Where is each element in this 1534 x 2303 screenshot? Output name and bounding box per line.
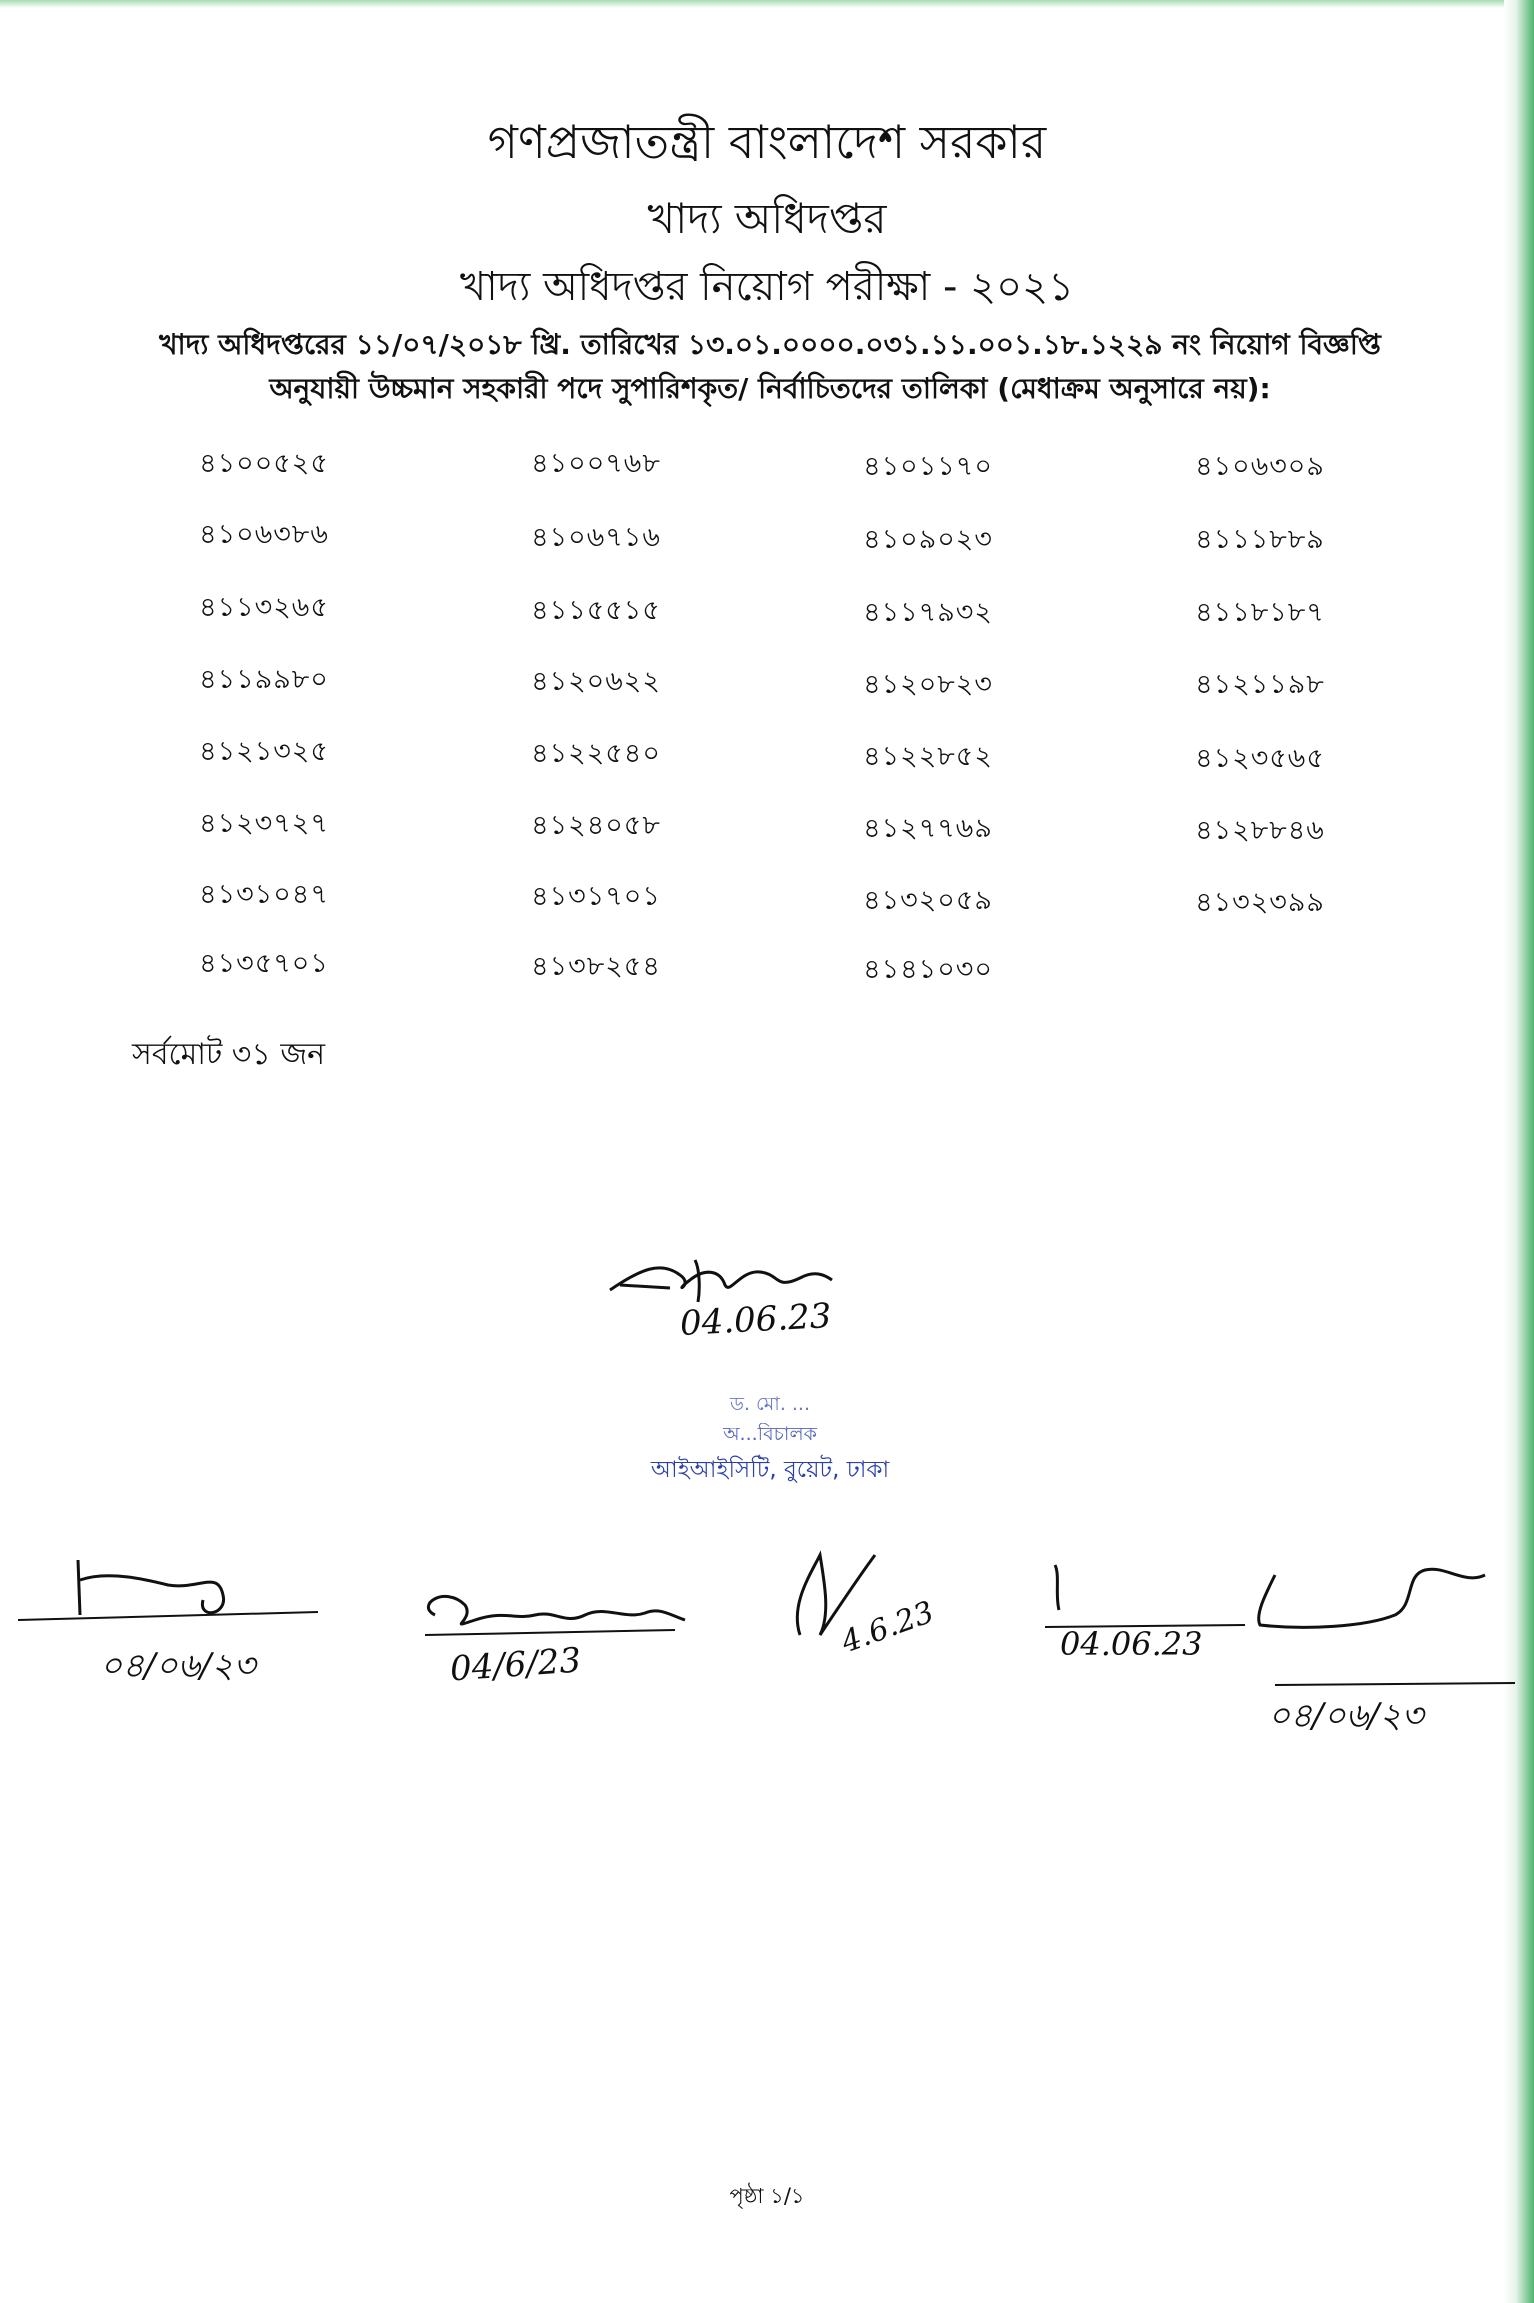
roll-number: ৪১১৭৯৩২ [863,597,993,628]
stamp-name: ড. মো. ... [729,1393,811,1415]
roll-number: ৪১২২৮৫২ [863,741,993,772]
roll-number: ৪১২৩৫৬৫ [1195,743,1325,774]
roll-number: ৪১২২৫৪০ [531,738,661,769]
roll-number: ৪১৩১৭০১ [531,881,661,912]
roll-number: ৪১১৯৯৮০ [199,664,329,695]
roll-number: ৪১০৬৭১৬ [531,522,661,553]
scan-edge-top [0,0,1534,8]
stamp-institute: আইআইসিটি, বুয়েট, ঢাকা [650,1457,890,1483]
roll-number: ৪১০১১৭০ [863,451,993,482]
committee-date-4: 04.06.23 [1060,1625,1203,1663]
committee-date-2: 04/6/23 [448,1640,583,1690]
roll-number: ৪১০৬৩০৯ [1195,451,1325,482]
department-title: খাদ্য অধিদপ্তর [647,194,887,243]
total-count: সর্বমোট ৩১ জন [132,1037,326,1072]
roll-number: ৪১২০৮২৩ [863,669,993,700]
committee-date-5: ০৪/০৬/২৩ [1268,1696,1424,1736]
committee-date-1: ০৪/০৬/২৩ [100,1646,256,1686]
roll-number: ৪১১৩২৬৫ [199,592,329,623]
roll-number: ৪১২১৩২৫ [199,736,329,767]
roll-number: ৪১২৩৭২৭ [199,808,329,839]
roll-number: ৪১২১১৯৮ [1195,669,1325,700]
approver-date: 04.06.23 [679,1296,833,1344]
roll-number: ৪১০৯০২৩ [863,524,993,555]
roll-number: ৪১২৭৭৬৯ [863,813,993,844]
roll-number: ৪১০৬৩৮৬ [199,519,329,550]
roll-number: ৪১৩৫৭০১ [199,948,329,979]
roll-number: ৪১২৮৮৪৬ [1195,815,1325,846]
roll-number: ৪১১৮১৮৭ [1195,597,1325,628]
notice-line-2: অনুযায়ী উচ্চমান সহকারী পদে সুপারিশকৃত/ নির্বাচিতদের তালিকা (মেধাক্রম অনুসারে নয়): [269,372,1271,405]
roll-number: ৪১২০৬২২ [531,666,661,697]
roll-number: ৪১১৫৫১৫ [531,595,661,626]
roll-number: ৪১৩২৩৯৯ [1195,887,1325,918]
roll-number: ৪১৪১০৩০ [863,954,993,985]
roll-number: ৪১২৪০৫৮ [531,810,661,841]
committee-date-3: 4.6.23 [836,1594,939,1661]
notice-line-1: খাদ্য অধিদপ্তরের ১১/০৭/২০১৮ খ্রি. তারিখের ১৩.০১.০০০০.০৩১.১১.০০১.১৮.১২২৯ নং নিয়োগ বিজ্ঞপ্তি [159,328,1381,361]
exam-title: খাদ্য অধিদপ্তর নিয়োগ পরীক্ষা - ২০২১ [459,264,1075,310]
roll-number: ৪১৩১০৪৭ [199,879,329,910]
roll-number: ৪১৩২০৫৯ [863,885,993,916]
roll-number: ৪১০০৫২৫ [199,448,329,479]
roll-number: ৪১০০৭৬৮ [531,448,661,479]
stamp-designation: অ...বিচালক [723,1423,817,1445]
roll-number: ৪১১১৮৮৯ [1195,524,1325,555]
government-title: গণপ্রজাতন্ত্রী বাংলাদেশ সরকার [487,115,1047,169]
committee-signature-1 [18,1540,338,1650]
scan-edge-right [1504,0,1534,2303]
page-number: পৃষ্ঠা ১/১ [729,2184,805,2208]
roll-number: ৪১৩৮২৫৪ [531,951,661,982]
